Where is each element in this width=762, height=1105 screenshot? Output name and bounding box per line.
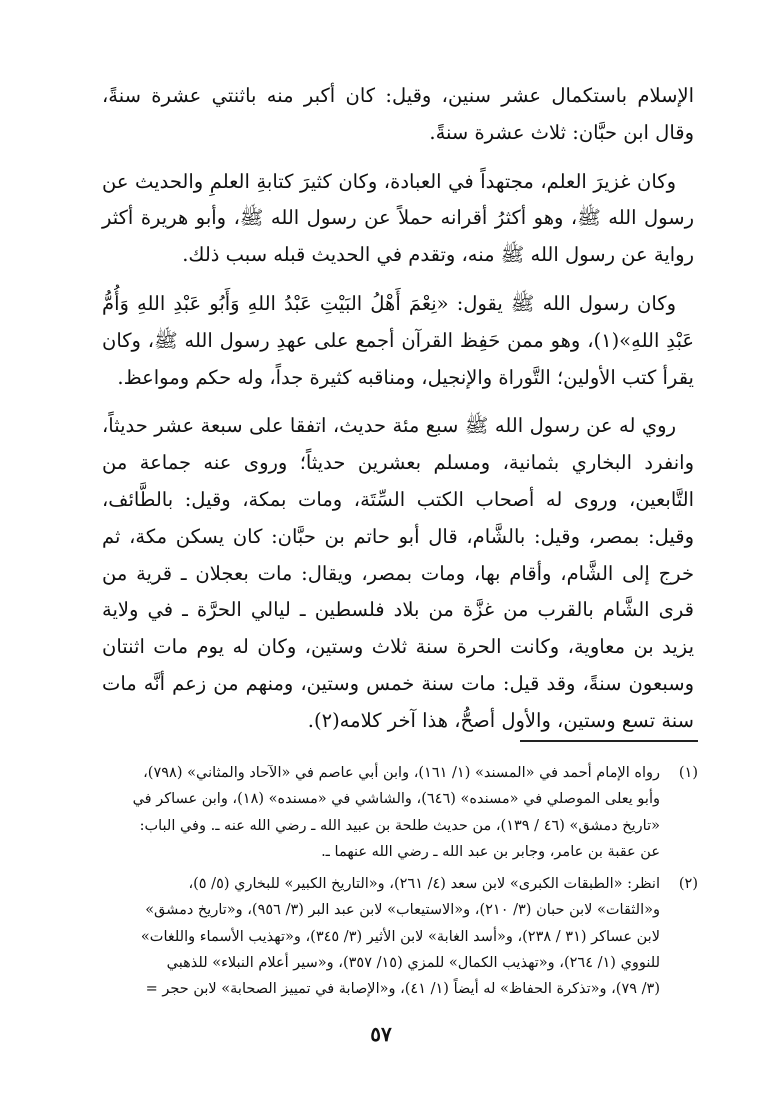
paragraph-4: روي له عن رسول الله ﷺ سبع مئة حديث، اتفقا على سبعة عشر حديثاً، وانفرد البخاري بثمانية، ومسلم بعشرين حديثاً؛ وروى عنه جماعة من التَّابعين، وروى له أصحاب الكتب السِّتَة، ومات بمكة، وقيل: بالطَّائف، وقيل: بمصر، وقيل: بالشَّام، قال أبو حاتم بن حبَّان: كان يسكن مكة، ثم خرج إلى الشَّام، وأقام بها، ومات بمصر، ويقال: مات بعجلان ـ قرية من قرى الشَّام بالقرب من غزَّة من بلاد فلسطين ـ ليالي الحرَّة ـ في ولاية يزيد بن معاوية، وكانت الحرة سنة ثلاث وستين، وكان له يوم مات اثنتان وسبعون سنةً، وقد قيل: مات سنة خمس وستين، ومنهم من زعم أنَّه مات سنة تسع وستين، والأول أصحُّ، هذا آخر كلامه(٢). xyxy=(102,414,694,732)
footnote-2 xyxy=(94,871,698,1002)
footnote-line: وأبو يعلى الموصلي في «مسنده» (٦٤٦)، والشاشي في «مسنده» (١٨)، وابن عساكر في xyxy=(132,791,660,808)
footnote-line: لابن عساكر (٣١ / ٢٣٨)، و«أسد الغابة» لابن الأثير (٣/ ٣٤٥)، و«تهذيب الأسماء واللغات» xyxy=(140,928,660,945)
footnote-text xyxy=(94,871,660,1002)
footnote-number: (٢) xyxy=(678,876,698,893)
paragraph-1: الإسلام باستكمال عشر سنين، وقيل: كان أكبر منه باثنتي عشرة سنةً، وقال ابن حبَّان: ثلاث عشرة سنةً. xyxy=(102,84,694,144)
paragraph-2: وكان غزيرَ العلم، مجتهداً في العبادة، وكان كثيرَ كتابةِ العلمِ والحديث عن رسول الله ﷺ، وهو أكثرُ أقرانه حملاً عن رسول الله ﷺ، وأبو هريرة أكثر رواية عن رسول الله ﷺ منه، وتقدم في الحديث قبله سبب ذلك. xyxy=(102,169,694,267)
footnote-line: رواه الإمام أحمد في «المسند» (١/ ١٦١)، وابن أبي عاصم في «الآحاد والمثاني» (٧٩٨)، xyxy=(143,765,660,781)
footnote-line: (٣/ ٧٩)، و«تذكرة الحفاظ» له أيضاً (١/ ٤١)، و«الإصابة في تمييز الصحابة» لابن حجر = xyxy=(145,981,660,998)
footnote-text xyxy=(94,760,660,865)
footnote-line: و«الثقات» لابن حبان (٣/ ٢١٠)، و«الاستيعاب» لابن عبد البر (٣/ ٩٥٦)، و«تاريخ دمشق» xyxy=(145,902,660,919)
footnote-divider xyxy=(520,740,698,742)
footnotes xyxy=(94,760,698,1009)
main-text xyxy=(102,78,694,752)
footnote-1 xyxy=(94,760,698,865)
footnote-line: عن عقبة بن عامر، وجابر بن عبد الله ـ رضي الله عنهما ـ. xyxy=(321,843,660,860)
paragraph-3: وكان رسول الله ﷺ يقول: «نِعْمَ أَهْلُ البَيْتِ عَبْدُ اللهِ وَأَبُو عَبْدِ اللهِ وَأُمُّ عَبْدِ اللهِ»(١)، وهو ممن حَفِظ القرآن أجمع على عهدِ رسول الله ﷺ، وكان يقرأ كتب الأولين؛ التَّوراة والإنجيل، ومناقبه كثيرة جداً، وله حكم ومواعظ. xyxy=(102,291,694,389)
footnote-line: «تاريخ دمشق» (٤٦ / ١٣٩)، من حديث طلحة بن عبيد الله ـ رضي الله عنه ـ. وفي الباب: xyxy=(139,817,660,834)
footnote-line: انظر: «الطبقات الكبرى» لابن سعد (٤/ ٢٦١)، و«التاريخ الكبير» للبخاري (٥/ ٥)، xyxy=(188,876,660,893)
footnote-number: (١) xyxy=(678,765,698,781)
footnote-line: للنووي (١/ ٢٦٤)، و«تهذيب الكمال» للمزي (١٥/ ٣٥٧)، و«سير أعلام النبلاء» للذهبي xyxy=(166,955,660,972)
page-number: ٥٧ xyxy=(370,1022,392,1046)
